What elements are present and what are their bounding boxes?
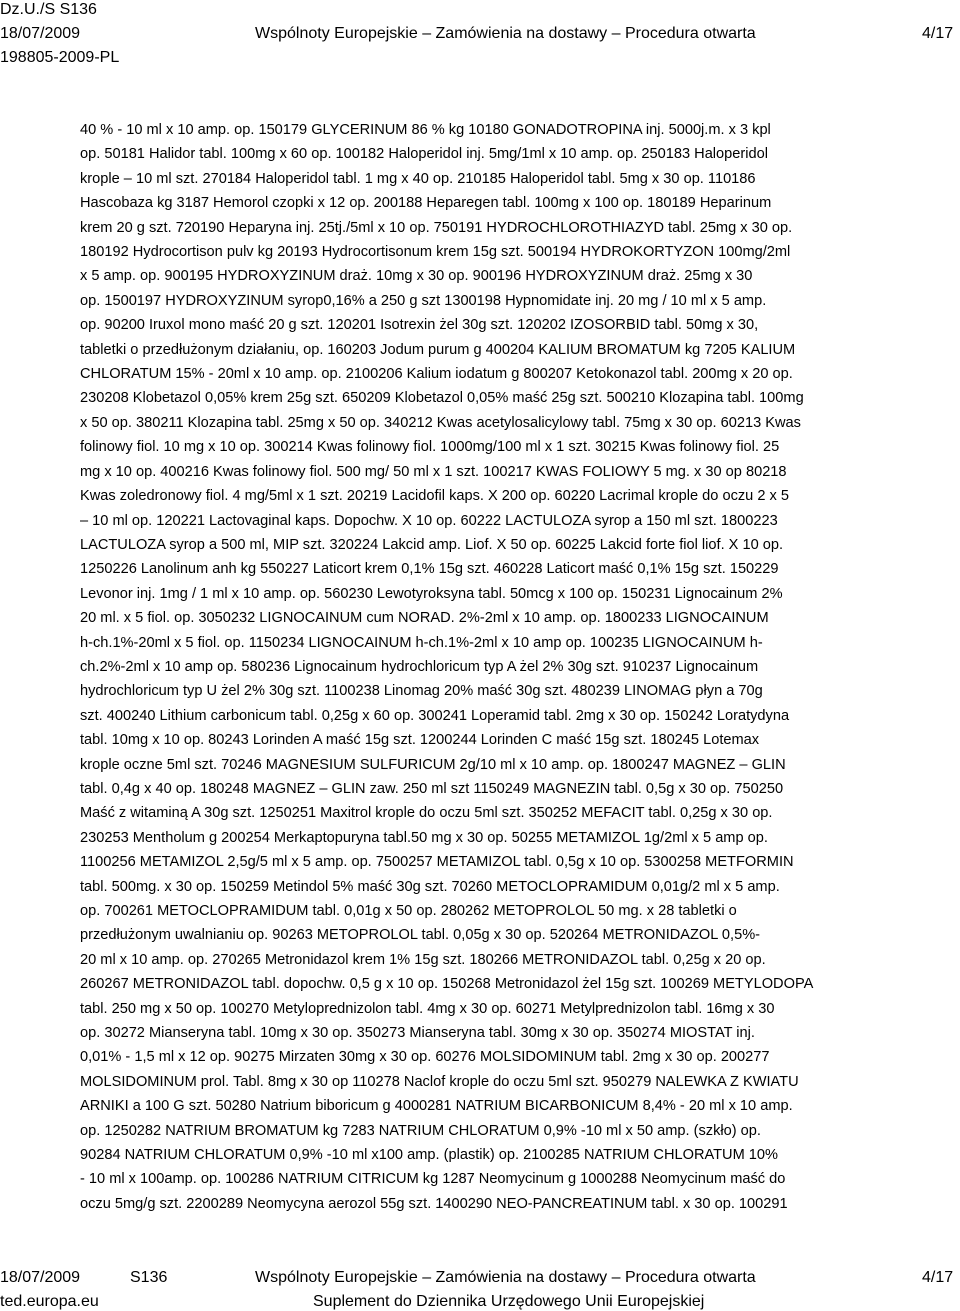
body-line: Kwas zoledronowy fiol. 4 mg/5ml x 1 szt. 20219 Lacidofil kaps. X 200 op. 60220 Lacrimal krople do oczu 2 x 5 bbox=[80, 488, 789, 505]
body-line: tabl. 250 mg x 50 op. 100270 Metyloprednizolon tabl. 4mg x 30 op. 60271 Metylprednizolon tabl. 16mg x 30 bbox=[80, 1000, 775, 1017]
body-line: 90284 NATRIUM CHLORATUM 0,9% -10 ml x100 amp. (plastik) op. 2100285 NATRIUM CHLORATUM 10% bbox=[80, 1147, 779, 1164]
body-line: op. 50181 Halidor tabl. 100mg x 60 op. 100182 Haloperidol inj. 5mg/1ml x 10 amp. op. 250183 Haloperidol bbox=[80, 146, 768, 163]
footer-date: 18/07/2009 bbox=[0, 1269, 81, 1286]
body-line: Maść z witaminą A 30g szt. 1250251 Maxitrol krople do oczu 5ml szt. 350252 MEFACIT tabl. 0,25g x 30 op. bbox=[80, 805, 773, 822]
body-line: Levonor inj. 1mg / 1 ml x 10 amp. op. 560230 Lewotyroksyna tabl. 50mcg x 100 op. 150231 Lignocainum 2% bbox=[80, 585, 783, 602]
body-line: 40 % - 10 ml x 10 amp. op. 150179 GLYCERINUM 86 % kg 10180 GONADOTROPINA inj. 5000j.m. x 3 kpl bbox=[80, 122, 771, 138]
body-line: krople – 10 ml szt. 270184 Haloperidol tabl. 1 mg x 40 op. 210185 Haloperidol tabl. 5mg x 30 op. 110186 bbox=[80, 170, 756, 187]
body-line: x 5 amp. op. 900195 HYDROXYZINUM draż. 10mg x 30 op. 900196 HYDROXYZINUM draż. 25mg x 30 bbox=[80, 268, 753, 285]
body-line: – 10 ml op. 120221 Lactovaginal kaps. Dopochw. X 10 op. 60222 LACTULOZA syrop a 150 ml szt. 1800223 bbox=[80, 512, 778, 529]
footer-page-number: 4/17 bbox=[922, 1269, 954, 1286]
footer-site-link[interactable]: ted.europa.eu bbox=[0, 1293, 99, 1310]
body-line: MOLSIDOMINUM prol. Tabl. 8mg x 30 op 110278 Naclof krople do oczu 5ml szt. 950279 NALEWKA Z KWIATU bbox=[80, 1073, 799, 1090]
header-title: Wspólnoty Europejskie – Zamówienia na dostawy – Procedura otwarta bbox=[255, 25, 756, 42]
header-page-number: 4/17 bbox=[922, 25, 954, 42]
body-line: 230253 Mentholum g 200254 Merkaptopuryna tabl.50 mg x 30 op. 50255 METAMIZOL 1g/2ml x 5 amp op. bbox=[80, 829, 768, 846]
body-line: tabl. 10mg x 10 op. 80243 Lorinden A maść 15g szt. 1200244 Lorinden C maść 15g szt. 180245 Lotemax bbox=[80, 732, 760, 749]
header-date: 18/07/2009 bbox=[0, 25, 81, 42]
document-body bbox=[80, 118, 960, 1216]
footer-title: Wspólnoty Europejskie – Zamówienia na dostawy – Procedura otwarta bbox=[255, 1269, 756, 1286]
body-line: 20 ml x 10 amp. op. 270265 Metronidazol krem 1% 15g szt. 180266 METRONIDAZOL tabl. 0,25g x 20 op. bbox=[80, 951, 766, 968]
body-line: krople oczne 5ml szt. 70246 MAGNESIUM SULFURICUM 2g/10 ml x 10 amp. op. 1800247 MAGNEZ – GLIN bbox=[80, 756, 786, 773]
body-line: op. 1500197 HYDROXYZINUM syrop0,16% a 250 g szt 1300198 Hypnomidate inj. 20 mg / 10 ml x 5 amp. bbox=[80, 292, 767, 309]
body-line: 1250226 Lanolinum anh kg 550227 Laticort krem 0,1% 15g szt. 460228 Laticort maść 0,1% 15g szt. 150229 bbox=[80, 561, 779, 578]
body-line: krem 20 g szt. 720190 Heparyna inj. 25tj./5ml x 10 op. 750191 HYDROCHLOROTHIAZYD tabl. 25mg x 30 op. bbox=[80, 219, 793, 236]
body-line: 180192 Hydrocortison pulv kg 20193 Hydrocortisonum krem 15g szt. 500194 HYDROKORTYZON 100mg/2ml bbox=[80, 244, 791, 261]
journal-reference: Dz.U./S S136 bbox=[0, 1, 97, 18]
body-line: CHLORATUM 15% - 20ml x 10 amp. op. 2100206 Kalium iodatum g 800207 Ketokonazol tabl. 200mg x 20 op. bbox=[80, 366, 793, 383]
body-line: op. 700261 METOCLOPRAMIDUM tabl. 0,01g x 50 op. 280262 METOPROLOL 50 mg. x 28 tabletki o bbox=[80, 903, 737, 919]
body-line: Hascobaza kg 3187 Hemorol czopki x 12 op. 200188 Heparegen tabl. 100mg x 100 op. 180189 Heparinum bbox=[80, 195, 772, 212]
body-line: h-ch.1%-20ml x 5 fiol. op. 1150234 LIGNOCAINUM h-ch.1%-2ml x 10 amp op. 100235 LIGNOCAINUM h- bbox=[80, 634, 763, 651]
body-line: LACTULOZA syrop a 500 ml, MIP szt. 320224 Lakcid amp. Liof. X 50 op. 60225 Lakcid forte fiol liof. X 10 op. bbox=[80, 536, 784, 553]
body-line: op. 30272 Mianseryna tabl. 10mg x 30 op. 350273 Mianseryna tabl. 30mg x 30 op. 350274 MIOSTAT inj. bbox=[80, 1025, 755, 1042]
body-line: x 50 op. 380211 Klozapina tabl. 25mg x 50 op. 340212 Kwas acetylosalicylowy tabl. 75mg x 30 op. 60213 Kwas bbox=[80, 414, 801, 431]
footer-supplement: Suplement do Dziennika Urzędowego Unii Europejskiej bbox=[313, 1293, 705, 1310]
body-line: op. 1250282 NATRIUM BROMATUM kg 7283 NATRIUM CHLORATUM 0,9% -10 ml x 50 amp. (szkło) op. bbox=[80, 1122, 761, 1139]
body-line: 0,01% - 1,5 ml x 12 op. 90275 Mirzaten 30mg x 30 op. 60276 MOLSIDOMINUM tabl. 2mg x 30 op. 200277 bbox=[80, 1049, 770, 1066]
body-line: 230208 Klobetazol 0,05% krem 25g szt. 650209 Klobetazol 0,05% maść 25g szt. 500210 Klozapina tabl. 100mg bbox=[80, 390, 804, 407]
footer-series: S136 bbox=[130, 1269, 168, 1286]
body-line: hydrochloricum typ U żel 2% 30g szt. 1100238 Linomag 20% maść 30g szt. 480239 LINOMAG płyn a 70g bbox=[80, 683, 763, 700]
body-line: op. 90200 Iruxol mono maść 20 g szt. 120201 Isotrexin żel 30g szt. 120202 IZOSORBID tabl. 50mg x 30, bbox=[80, 317, 759, 334]
body-line: tabl. 500mg. x 30 op. 150259 Metindol 5% maść 30g szt. 70260 METOCLOPRAMIDUM 0,01g/2 ml x 5 amp. bbox=[80, 878, 780, 895]
body-line: ch.2%-2ml x 10 amp op. 580236 Lignocainum hydrochloricum typ A żel 2% 30g szt. 910237 Lignocainum bbox=[80, 658, 759, 675]
body-line: 260267 METRONIDAZOL tabl. dopochw. 0,5 g x 10 op. 150268 Metronidazol żel 15g szt. 100269 METYLODOPA bbox=[80, 976, 814, 993]
body-line: ARNIKI a 100 G szt. 50280 Natrium biboricum g 4000281 NATRIUM BICARBONICUM 8,4% - 20 ml x 10 amp. bbox=[80, 1098, 793, 1115]
body-line: oczu 5mg/g szt. 2200289 Neomycyna aerozol 55g szt. 1400290 NEO-PANCREATINUM tabl. x 30 op. 100291 bbox=[80, 1195, 788, 1212]
body-line: mg x 10 op. 400216 Kwas folinowy fiol. 500 mg/ 50 ml x 1 szt. 100217 KWAS FOLIOWY 5 mg. x 30 op 80218 bbox=[80, 463, 787, 480]
body-line: 20 ml. x 5 fiol. op. 3050232 LIGNOCAINUM cum NORAD. 2%-2ml x 10 amp. op. 1800233 LIGNOCAINUM bbox=[80, 610, 769, 627]
body-line: przedłużonym uwalnianiu op. 90263 METOPROLOL tabl. 0,05g x 30 op. 520264 METRONIDAZOL 0,5%- bbox=[80, 927, 761, 944]
body-line: - 10 ml x 100amp. op. 100286 NATRIUM CITRICUM kg 1287 Neomycinum g 1000288 Neomycinum maść do bbox=[80, 1171, 786, 1188]
notice-id: 198805-2009-PL bbox=[0, 49, 120, 66]
body-line: szt. 400240 Lithium carbonicum tabl. 0,25g x 60 op. 300241 Loperamid tabl. 2mg x 30 op. 150242 Loratydyna bbox=[80, 707, 790, 724]
body-line: 1100256 METAMIZOL 2,5g/5 ml x 5 amp. op. 7500257 METAMIZOL tabl. 0,5g x 10 op. 5300258 METFORMIN bbox=[80, 854, 794, 871]
body-line: folinowy fiol. 10 mg x 10 op. 300214 Kwas folinowy fiol. 1000mg/100 ml x 1 szt. 30215 Kwas folinowy fiol. 25 bbox=[80, 439, 780, 456]
body-line: tabl. 0,4g x 40 op. 180248 MAGNEZ – GLIN zaw. 250 ml szt 1150249 MAGNEZIN tabl. 0,5g x 30 op. 750250 bbox=[80, 780, 784, 797]
body-line: tabletki o przedłużonym działaniu, op. 160203 Jodum purum g 400204 KALIUM BROMATUM kg 7205 KALIUM bbox=[80, 341, 796, 358]
